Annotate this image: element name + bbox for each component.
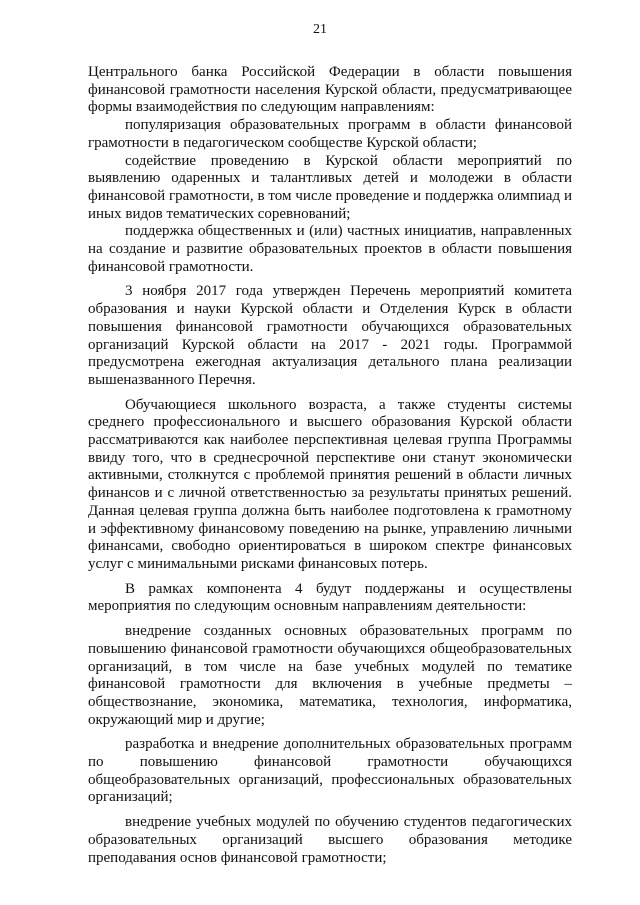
page-number: 21: [313, 22, 327, 37]
paragraph-component-4: В рамках компонента 4 будут поддержаны и осуществлены мероприятия по следующим основным направлениям деятельности:: [88, 580, 572, 615]
list-item-initiatives: поддержка общественных и (или) частных инициатив, направленных на создание и развитие образовательных проектов в области повышения финансовой грамотности.: [88, 223, 572, 275]
list-item-school-programs: внедрение созданных основных образовательных программ по повышению финансовой грамотности обучающихся общеобразовательных организаций, в том числе на базе учебных модулей по тематике финансовой грамотности для включения в учебные предметы – обществознание, экономика, математика, технология, информатика, окружающий мир и другие;: [88, 623, 572, 728]
list-item-additional-programs: разработка и внедрение дополнительных образовательных программ по повышению финансовой грамотности обучающихся общеобразовательных организаций, профессиональных образовательных организаций;: [88, 736, 572, 806]
paragraph-continuation: Центрального банка Российской Федерации в области повышения финансовой грамотности населения Курской области, предусматривающее формы взаимодействия по следующим направлениям:: [88, 64, 572, 116]
list-item-teacher-modules: внедрение учебных модулей по обучению студентов педагогических образовательных организаций высшего образования методике преподавания основ финансовой грамотности;: [88, 814, 572, 866]
paragraph-action-list: 3 ноября 2017 года утвержден Перечень мероприятий комитета образования и науки Курской области и Отделения Курск в области повышения финансовой грамотности обучающихся образовательных организаций Курской области на 2017 - 2021 годы. Программой предусмотрена ежегодная актуализация детального плана реализации вышеназванного Перечня.: [88, 283, 572, 388]
list-item-olympiads: содействие проведению в Курской области мероприятий по выявлению одаренных и талантливых детей и молодежи в области финансовой грамотности, в том числе проведение и поддержка олимпиад и иных видов тематических соревнований;: [88, 152, 572, 222]
body-text: [88, 64, 572, 867]
paragraph-target-group: Обучающиеся школьного возраста, а также студенты системы среднего профессионального и высшего образования Курской области рассматриваются как наиболее перспективная целевая группа Программы ввиду того, что в среднесрочной перспективе они станут экономически активными, столкнутся с проблемой принятия решений в области личных финансов и с личной ответственностью за результаты принятых решений. Данная целевая группа должна быть наиболее подготовлена к грамотному и эффективному финансовому поведению на рынке, управлению личными финансами, свободно ориентироваться в широком спектре финансовых услуг с минимальными рисками финансовых потерь.: [88, 396, 572, 572]
list-item-popularization: популяризация образовательных программ в области финансовой грамотности в педагогическом сообществе Курской области;: [88, 117, 572, 151]
